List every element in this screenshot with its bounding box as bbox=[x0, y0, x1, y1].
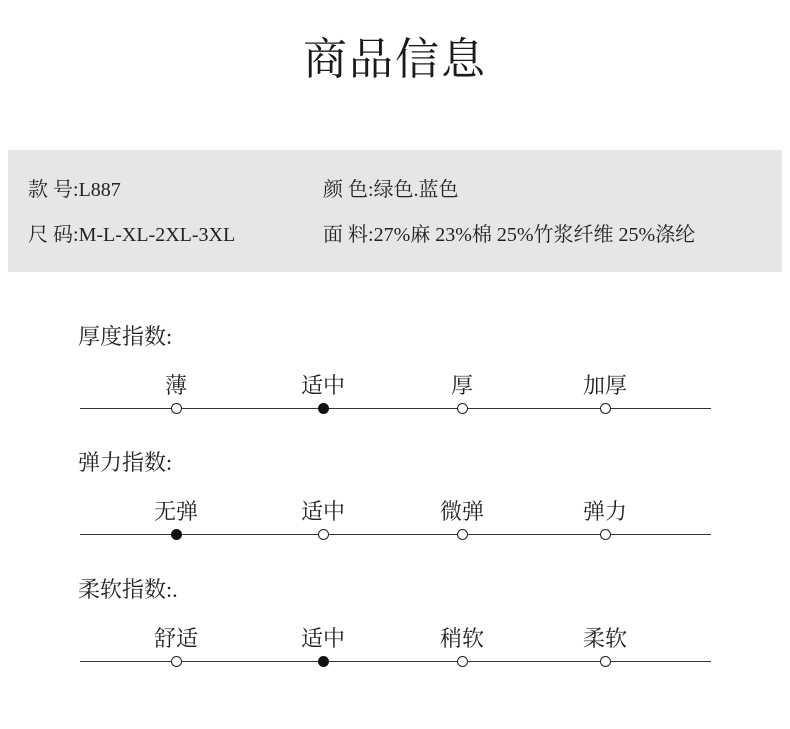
softness-option-marker bbox=[318, 656, 329, 667]
color-label: 颜 色: bbox=[323, 179, 374, 201]
softness-scale bbox=[0, 577, 790, 677]
color-row bbox=[323, 178, 459, 202]
thickness-scale bbox=[0, 324, 790, 424]
softness-option-label: 舒适 bbox=[153, 626, 198, 651]
size-label: 尺 码: bbox=[28, 224, 79, 246]
elasticity-scale-title: 弹力指数: bbox=[78, 450, 173, 475]
softness-option-label: 适中 bbox=[300, 626, 345, 651]
size-value: M-L-XL-2XL-3XL bbox=[78, 224, 236, 246]
thickness-option-label: 适中 bbox=[300, 373, 345, 398]
thickness-scale-title: 厚度指数: bbox=[78, 324, 173, 349]
elasticity-option-label: 适中 bbox=[300, 499, 345, 524]
size-row bbox=[28, 223, 235, 247]
style-number-row bbox=[28, 178, 121, 202]
style-number-label: 款 号: bbox=[28, 179, 79, 201]
softness-scale-title: 柔软指数:. bbox=[78, 577, 178, 602]
thickness-option-label: 厚 bbox=[450, 373, 473, 398]
softness-option-label: 柔软 bbox=[582, 626, 627, 651]
softness-option-marker bbox=[457, 656, 468, 667]
page-title: 商品信息 bbox=[303, 34, 487, 85]
elasticity-scale bbox=[0, 450, 790, 550]
fabric-row bbox=[323, 223, 695, 247]
thickness-option-marker bbox=[600, 403, 611, 414]
info-panel bbox=[8, 150, 782, 272]
elasticity-option-label: 无弹 bbox=[153, 499, 198, 524]
softness-option-marker bbox=[171, 656, 182, 667]
thickness-option-marker bbox=[457, 403, 468, 414]
elasticity-option-marker bbox=[171, 529, 182, 540]
elasticity-option-marker bbox=[600, 529, 611, 540]
elasticity-option-label: 微弹 bbox=[439, 499, 484, 524]
color-value: 绿色.蓝色 bbox=[373, 179, 459, 201]
elasticity-option-marker bbox=[457, 529, 468, 540]
thickness-option-marker bbox=[318, 403, 329, 414]
style-number-value: L887 bbox=[78, 179, 121, 201]
fabric-label: 面 料: bbox=[323, 224, 374, 246]
elasticity-option-marker bbox=[318, 529, 329, 540]
elasticity-option-label: 弹力 bbox=[582, 499, 627, 524]
fabric-value: 27%麻 23%棉 25%竹浆纤维 25%涤纶 bbox=[373, 224, 696, 246]
softness-option-marker bbox=[600, 656, 611, 667]
thickness-option-label: 薄 bbox=[164, 373, 187, 398]
thickness-option-marker bbox=[171, 403, 182, 414]
softness-option-label: 稍软 bbox=[439, 626, 484, 651]
thickness-option-label: 加厚 bbox=[582, 373, 627, 398]
